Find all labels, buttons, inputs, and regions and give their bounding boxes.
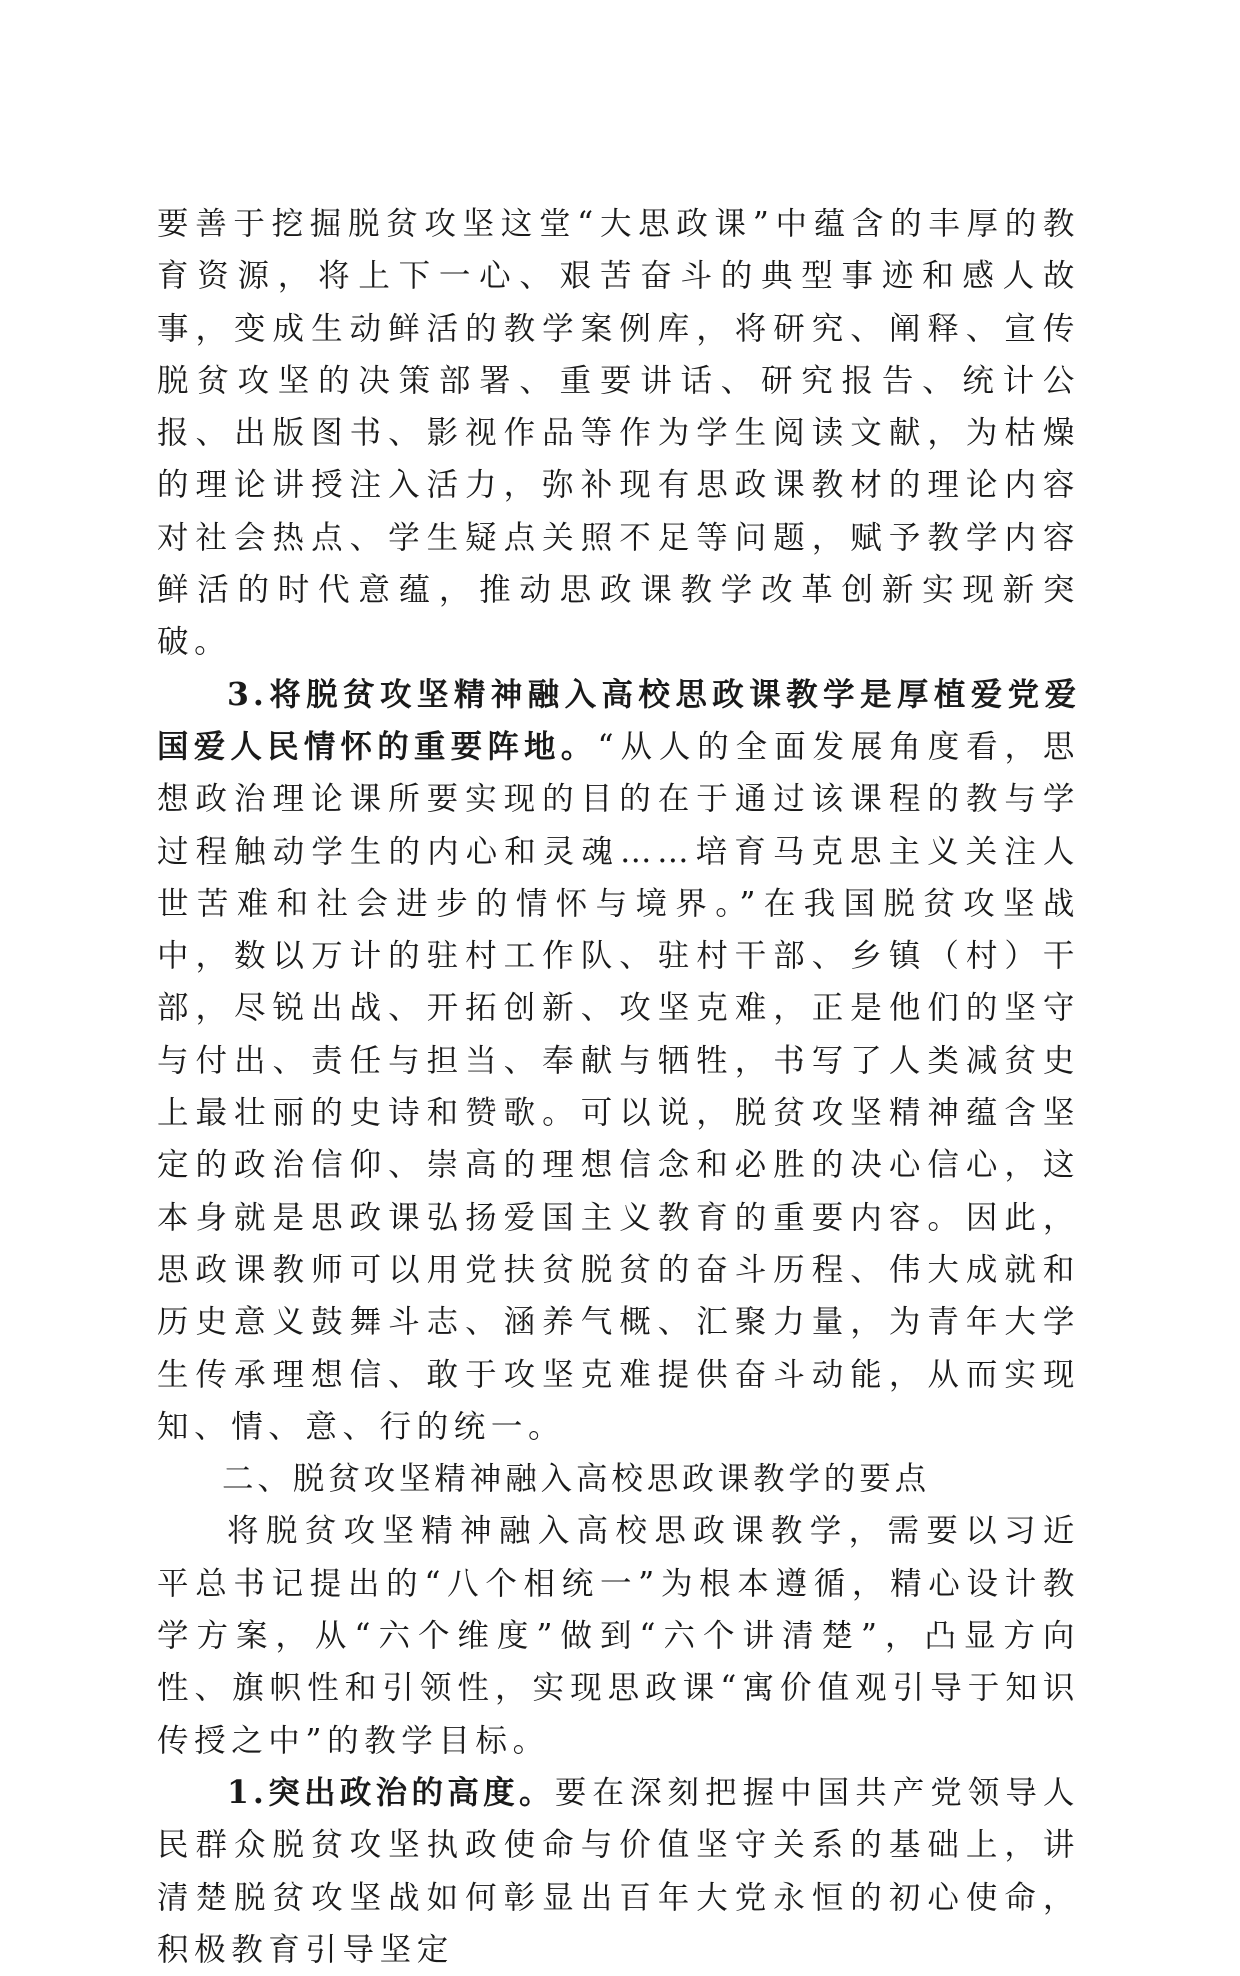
section-heading-2: 二、脱贫攻坚精神融入高校思政课教学的要点 bbox=[222, 1461, 931, 1498]
point-1-lead: 1.突出政治的高度。 bbox=[227, 1773, 555, 1811]
paragraph-continuation: 要善于挖掘脱贫攻坚这堂“大思政课”中蕴含的丰厚的教育资源，将上下一心、艰苦奋斗的典型事迹和感人故事，变成生动鲜活的教学案例库，将研究、阐释、宣传脱贫攻坚的决策部署、重要讲话、研究报告、统计公报、出版图书、影视作品等作为学生阅读文献，为枯燥的理论讲授注入活力，弥补现有思政课教材的理论内容对社会热点、学生疑点关照不足等问题，赋予教学内容鲜活的时代意蕴，推动思政课教学改革创新实现新突破。 bbox=[157, 206, 1080, 661]
section-3-lead: 3.将脱贫攻坚精神融入高校思政课教学是厚植爱党爱国爱人民情怀的重要阵地。 bbox=[157, 675, 1080, 765]
section-3-paragraph bbox=[157, 669, 1080, 1453]
section-2-intro: 将脱贫攻坚精神融入高校思政课教学，需要以习近平总书记提出的“八个相统一”为根本遵循，精心设计教学方案，从“六个维度”做到“六个讲清楚”，凸显方向性、旗帜性和引领性，实现思政课“寓价值观引导于知识传授之中”的教学目标。 bbox=[157, 1513, 1080, 1759]
point-1-body: 要在深刻把握中国共产党领导人民群众脱贫攻坚执政使命与价值坚守关系的基础上，讲清楚脱贫攻坚战如何彰显出百年大党永恒的初心使命，积极教育引导坚定 bbox=[157, 1774, 1080, 1968]
point-1-paragraph bbox=[157, 1767, 1080, 1976]
section-3-body: “从人的全面发展角度看，思想政治理论课所要实现的目的在于通过该课程的教与学过程触动学生的内心和灵魂……培育马克思主义关注人世苦难和社会进步的情怀与境界。”在我国脱贫攻坚战中，数以万计的驻村工作队、驻村干部、乡镇（村）干部，尽锐出战、开拓创新、攻坚克难，正是他们的坚守与付出、责任与担当、奉献与牺牲，书写了人类减贫史上最壮丽的史诗和赞歌。可以说，脱贫攻坚精神蕴含坚定的政治信仰、崇高的理想信念和必胜的决心信心，这本身就是思政课弘扬爱国主义教育的重要内容。因此，思政课教师可以用党扶贫脱贫的奋斗历程、伟大成就和历史意义鼓舞斗志、涵养气概、汇聚力量，为青年大学生传承理想信、敢于攻坚克难提供奋斗动能，从而实现知、情、意、行的统一。 bbox=[157, 728, 1080, 1445]
